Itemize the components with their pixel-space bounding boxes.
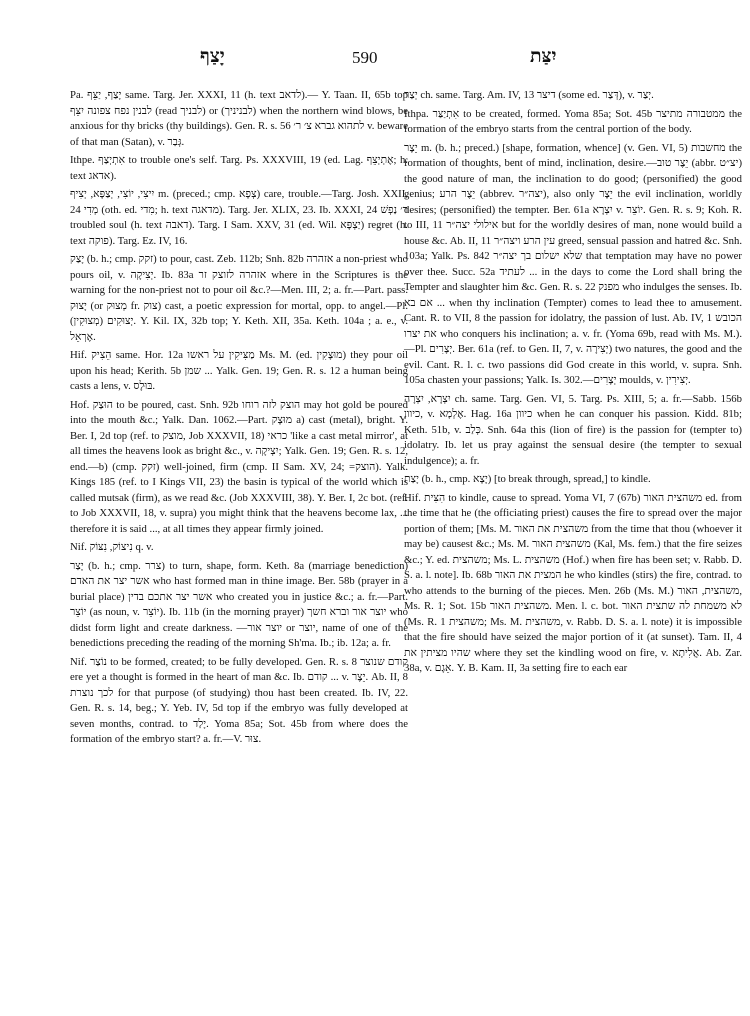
entry-paragraph: Pa. יָצַף, יַצֵּף same. Targ. Jer. XXXI, 11 (h. text לדאב).— Y. Taan. II, 65b top לבנין נפח צפונה יִצֵּף (read לבניך) or (לבניניך) when the northern wind blows, be anxious for thy bricks (thy buildings). Gen. R. s. 56 לתהוא גברא צ׳ ר׳ v. beware of that man (Satan), v. גְּבַר. — [70, 89, 409, 148]
entry-paragraph: יְצַר ch. same. Targ. Am. IV, 13 דיצר (some ed. דְּצַר), v. יְצַר. — [404, 89, 654, 101]
header-left-word: יָצַף — [200, 46, 225, 67]
entry-paragraph: יִיצִי, יוֹצִי, יְצַפָּא, יְצִיף m. (preced.; cmp. צְפָא) care, trouble.—Targ. Josh. XXII, 24 מְדִי (oth. ed. מִדי; h. text מדאגה). Targ. Jer. XLIX, 23. Ib. XXXI, 24 ר׳ נַפְשׁ troubled soul (h. text דאבה). Targ. I Sam. XXV, 31 (ed. Wil. יַצְפָּא) regret (h. text פוקה). Targ. Ez. IV, 16. — [70, 188, 408, 247]
entry-paragraph: Nif. נוֹצַר to be formed, created; to be fully developed. Gen. R. s. 8 קודם שנוצר ere yet a thought is formed in the heart of man &c. Ib. קודם ... v. יֵצֶר. Ab. II, 8 לכך נוצרת for that purpose (of studying) thou hast been created. Ib. IV, 22. Gen. R. s. 14, beg.; Y. Yeb. IV, 5d top if the embryo was fully developed at seven months, contrad. to יָלַד. Yoma 85a; Sot. 45b from where does the formation of the embryo start? a. fr.—V. צוּר. — [70, 655, 409, 745]
entry-paragraph: יִצְרָא, יִצְרָה ch. same. Targ. Gen. VI, 5. Targ. Ps. XIII, 5; a. fr.—Sabb. 156b כיוון, v. אֶלְמָא. Hag. 16a כיוון when he can conquer his passion. Kidd. 81b; Keth. 51b, v. כְּלַב. Snh. 64a this (lion of fire) is the passion for (tempter to) idolatry. Ib. let us pray against the sensual desire (the tempter to sexual indulgence); a. fr. — [404, 392, 742, 467]
entry-paragraph: Hif. הִצִּית to kindle, cause to spread. Yoma VI, 7 (67b) משהצית האור ed. from the time that he (the officiating priest) causes the fire to spread over the major portion of them; [Ms. M. משהצית את האור from the time that thou (whoever it may be) causest &c.; Ms. M. משהצית האור (Kal, Ms. fem.) that the fire seizes &c.; Y. ed. משהצית; Ms. L. משהצית (Hof.) when fire has been set; v. Rabb. D. S. a. l. note]. Ib. 68b המצית את האור he who kindles (stirs) the fire, contrad. to who attends to the burning of the pieces. Men. 26b (Ms. M.) משהצית, האור, Ms. R. 1; Sot. 15b משהצית האור. Men. l. c. bot. לא משמחת לה שתצית האור (Ms. R. 1 משהצית; Ms. M. משהצית, v. Rabb. D. S. a. l. note) it is impossible that the fire should have seized the major portion of it (at sunset). Tam. II, 4 שהיו מציתין את where they set the kindling wood on fire, v. אֲלִיתָא. Ab. Zar. 38a, v. אֵגָם. Y. B. Kam. II, 3a setting fire to each ear — [404, 491, 743, 674]
page-number: 590 — [352, 48, 378, 67]
entry-paragraph: Ithpe. אִתְיְצַף to trouble one's self. Targ. Ps. XXXVIII, 19 (ed. Lag. אֶתְיְצֵף; h. text אדאג). — [70, 154, 408, 182]
entry-paragraph: Ithpa. אִתְיַצַּר to be created, formed. Yoma 85a; Sot. 45b ממטבורה מתיצר the formation of the embryo starts from the central portion of the body. — [404, 107, 742, 135]
entry-paragraph: Nif. נִיצוֹק, נִצּוֹק q. v. — [70, 541, 154, 553]
entry-paragraph: יֵצֶר m. (b. h.; preced.) [shape, formation, whence] (v. Gen. VI, 5) מחשבות the formation of thoughts, bent of mind, inclination, desire.—יֵצֶר טוב (abbr. יצ״ט) the good nature of man, the inclination to do good; (personified) the good genius; יֵצֶר הרע (abbrev. יצה״ר), also only יֵצֶר the evil inclination, worldly desires; (personified) the tempter. Ber. 61a יִצְרָא v. יוֹצֵר. Gen. R. s. 9; Koh. R. to III, 11 אילולי יצה״ר but for the worldly desires of man, none would build a house &c. Ab. II, 11 עין הרע ויצה״ר greed, sensual passion and hatred &c. Snh. 103a; Yalk. Ps. 842 שלא ישלום בך יצה״ר that temptation may have no power over thee. Succ. 52a לעתיד ... in the days to come the Lord shall bring the Tempter and slaughter him &c. Gen. R. s. 22 מפנק who indulges the senses. Ib. אם בא ... when thy inclination (Tempter) comes to lead thee to amusement. Cant. R. to VII, 8 the passion for idolatry, the passion of lust. Ab. IV, 1 הכובש את יצרו who conquers his inclination; a. v. fr. (Yoma 69b, read with Ms. M.).—Pl. יְצָרִים. Ber. 61a (ref. to Gen. II, 7, v. יְצִירָה) two natures, the good and the evil. Cant. R. l. c. two passions did God create in this world, v. supra. Snh. 105a chasten your passions; Yalk. Is. 302.—יְצָרִים moulds, v. יְצִירִין. — [404, 141, 743, 386]
entry-paragraph: Hif. הֵצִיק same. Hor. 12a מַצִּיקִין על ראשו Ms. M. (ed. מוּצָקִין) they pour oil upon his head; Kerith. 5b שמן ... Yalk. Gen. 19; Gen. R. s. 12 a human being casts a lens, v. בּוּלָס. — [70, 349, 409, 392]
left-column — [70, 88, 408, 751]
page-header — [0, 46, 750, 72]
entry-paragraph: יָצַת (b. h., cmp. יָצָא) [to break through, spread,] to kindle. — [404, 473, 651, 485]
entry-paragraph: יָצַר (b. h.; cmp. צרר) to turn, shape, form. Keth. 8a (marriage benediction) אשר יצר את האדם who hast formed man in thine image. Ber. 58b (prayer in a burial place) אשר יצר אתכם בדין who created you in justice &c.; a. fr.—Part. יוֹצֵר (as noun, v. יוֹצֵר). Ib. 11b (in the morning prayer) יוצר אור וברא חשך who didst form light and create darkness. —יוצר אור or יוצר, name of one of the benedictions preceding the reading of the morning Sh'ma. Ib.; ib. 12a; a. fr. — [70, 559, 408, 649]
entry-paragraph: יָצַק (b. h.; cmp. זקק) to pour, cast. Zeb. 112b; Snh. 82b אזהרה a non-priest who pours oil, v. יְצִיקָה. Ib. 83a אזהרה לזוצק זר where in the Scriptures is the warning for the non-priest not to pour oil &c.?—Men. III, 2; a. fr.—Part. pass. יָצוּק (or מְצוּק fr. צוק) cast, a poetic expression for mortal, opp. to angel.—Pl. יְצוּקִים (מְצוּקִין). Y. Kil. IX, 32b top; Y. Keth. XII, 35a. Keth. 104a ; a. e., v. אֶרְאֵל. — [70, 253, 408, 343]
header-right-word: יִצַּת — [530, 46, 557, 67]
entry-paragraph: Hof. הוּצַק to be poured, cast. Snh. 92b הוצק לזה רוחו may hot gold be poured into the mouth &c.; Yalk. Dan. 1062.—Part. מוּצָק a) cast (metal), bright. Y. Ber. I, 2d top (ref. to מוצק, Job XXXVII, 18) כראי 'like a cast metal mirror', at all times the heavens look as bright &c., v. יִצְיקָה; Yalk. Gen. 19; Gen. R. s. 12, end.—b) (cmp. זקק) well-joined, firm (cmp. II Sam. XV, 24; =הוצק). Yalk. Kings 185 (ref. to I Kings VII, 23) the basin is typical of the world which is called mutsak (firm), as we read &c. (Job XXXVIII, 38). Y. Ber. I, 2c bot. (ref. to Job XXXVII, 18, v. supra) you might think that the heavens become lax, ... therefore it is said ..., at all times they appear firmly joined. — [70, 398, 409, 535]
right-column — [404, 88, 742, 680]
